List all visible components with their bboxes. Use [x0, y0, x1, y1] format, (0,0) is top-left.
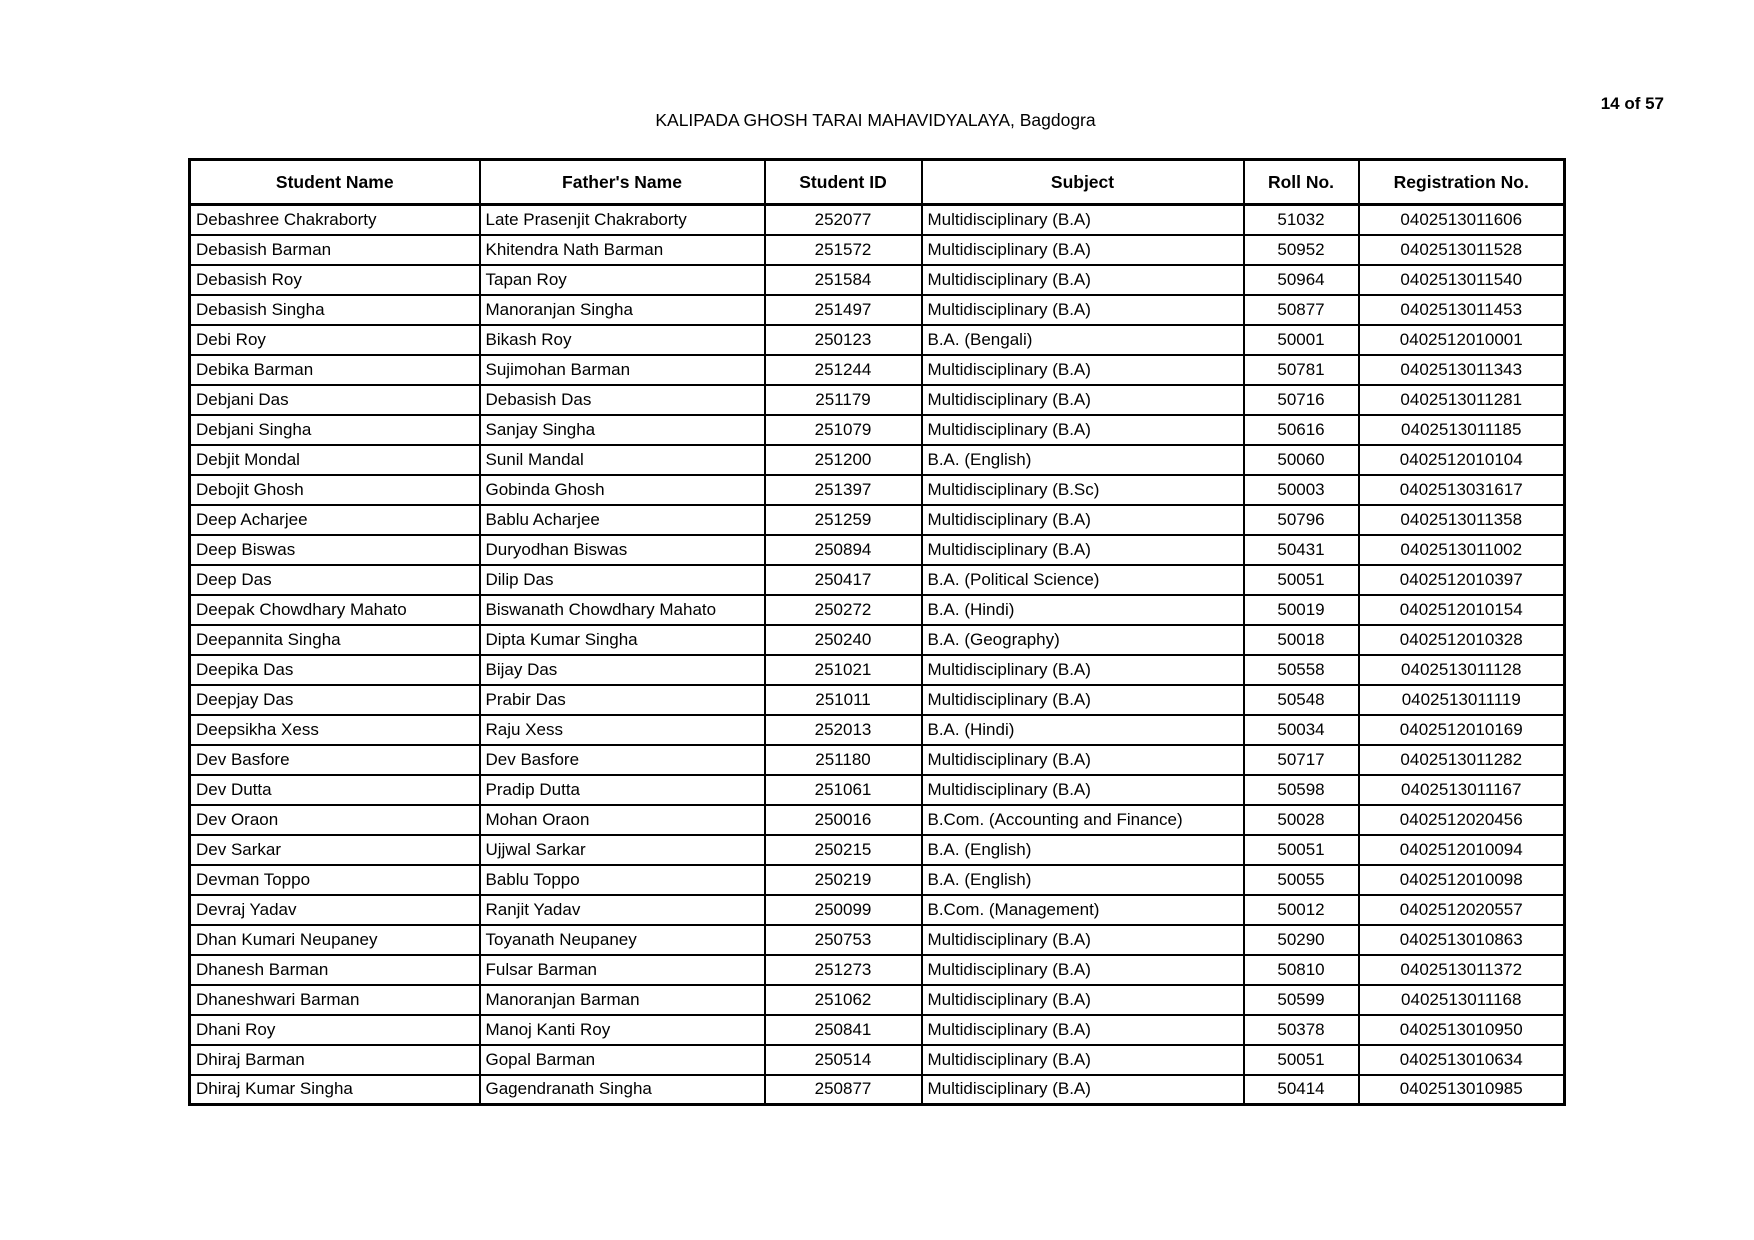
cell-father-name: Sujimohan Barman	[480, 355, 765, 385]
table-row	[190, 1015, 1565, 1045]
cell-roll-no: 50034	[1244, 715, 1359, 745]
cell-subject: Multidisciplinary (B.A)	[922, 745, 1244, 775]
column-header-roll-no: Roll No.	[1244, 160, 1359, 205]
table-row	[190, 475, 1565, 505]
cell-subject: Multidisciplinary (B.A)	[922, 295, 1244, 325]
cell-father-name: Ranjit Yadav	[480, 895, 765, 925]
cell-roll-no: 50877	[1244, 295, 1359, 325]
cell-father-name: Pradip Dutta	[480, 775, 765, 805]
cell-roll-no: 50716	[1244, 385, 1359, 415]
column-header-student-id: Student ID	[765, 160, 922, 205]
cell-subject: Multidisciplinary (B.A)	[922, 1075, 1244, 1105]
table-row	[190, 235, 1565, 265]
cell-student-name: Debasish Barman	[190, 235, 480, 265]
table-header	[190, 160, 1565, 205]
table-row	[190, 355, 1565, 385]
cell-student-id: 250099	[765, 895, 922, 925]
cell-student-name: Dev Oraon	[190, 805, 480, 835]
cell-student-name: Deep Biswas	[190, 535, 480, 565]
cell-registration-no: 0402513010863	[1359, 925, 1565, 955]
cell-student-name: Debi Roy	[190, 325, 480, 355]
cell-student-id: 251200	[765, 445, 922, 475]
table-header-row	[190, 160, 1565, 205]
cell-student-name: Debasish Roy	[190, 265, 480, 295]
table-row	[190, 745, 1565, 775]
table-body	[190, 205, 1565, 1105]
cell-subject: Multidisciplinary (B.A)	[922, 265, 1244, 295]
cell-roll-no: 50781	[1244, 355, 1359, 385]
cell-father-name: Bijay Das	[480, 655, 765, 685]
table-row	[190, 445, 1565, 475]
cell-student-name: Deep Das	[190, 565, 480, 595]
cell-student-id: 251497	[765, 295, 922, 325]
cell-subject: Multidisciplinary (B.A)	[922, 655, 1244, 685]
cell-student-name: Debasish Singha	[190, 295, 480, 325]
table-row	[190, 895, 1565, 925]
table-row	[190, 655, 1565, 685]
cell-student-name: Debjit Mondal	[190, 445, 480, 475]
cell-father-name: Late Prasenjit Chakraborty	[480, 205, 765, 235]
cell-roll-no: 50051	[1244, 565, 1359, 595]
cell-registration-no: 0402512010098	[1359, 865, 1565, 895]
page-title: KALIPADA GHOSH TARAI MAHAVIDYALAYA, Bagdogra	[655, 110, 1096, 130]
cell-student-id: 252013	[765, 715, 922, 745]
cell-roll-no: 50414	[1244, 1075, 1359, 1105]
cell-student-id: 250272	[765, 595, 922, 625]
cell-student-id: 251021	[765, 655, 922, 685]
cell-student-id: 250215	[765, 835, 922, 865]
cell-roll-no: 51032	[1244, 205, 1359, 235]
cell-father-name: Gopal Barman	[480, 1045, 765, 1075]
cell-student-id: 250753	[765, 925, 922, 955]
cell-father-name: Prabir Das	[480, 685, 765, 715]
cell-student-name: Debojit Ghosh	[190, 475, 480, 505]
cell-subject: Multidisciplinary (B.Sc)	[922, 475, 1244, 505]
cell-subject: B.A. (English)	[922, 445, 1244, 475]
cell-registration-no: 0402513010950	[1359, 1015, 1565, 1045]
cell-registration-no: 0402513010985	[1359, 1075, 1565, 1105]
table-row	[190, 835, 1565, 865]
table-row	[190, 1045, 1565, 1075]
cell-father-name: Khitendra Nath Barman	[480, 235, 765, 265]
cell-father-name: Sunil Mandal	[480, 445, 765, 475]
table-row	[190, 535, 1565, 565]
table-row	[190, 775, 1565, 805]
cell-student-name: Dev Dutta	[190, 775, 480, 805]
cell-subject: B.Com. (Management)	[922, 895, 1244, 925]
cell-student-name: Debjani Das	[190, 385, 480, 415]
cell-student-name: Dhani Roy	[190, 1015, 480, 1045]
cell-student-name: Deep Acharjee	[190, 505, 480, 535]
cell-registration-no: 0402512010154	[1359, 595, 1565, 625]
table-row	[190, 685, 1565, 715]
cell-student-name: Debjani Singha	[190, 415, 480, 445]
cell-student-id: 251397	[765, 475, 922, 505]
cell-registration-no: 0402512010094	[1359, 835, 1565, 865]
cell-father-name: Biswanath Chowdhary Mahato	[480, 595, 765, 625]
cell-registration-no: 0402512010397	[1359, 565, 1565, 595]
cell-student-id: 251259	[765, 505, 922, 535]
cell-subject: Multidisciplinary (B.A)	[922, 205, 1244, 235]
cell-student-id: 250877	[765, 1075, 922, 1105]
cell-student-id: 250016	[765, 805, 922, 835]
cell-father-name: Fulsar Barman	[480, 955, 765, 985]
cell-subject: Multidisciplinary (B.A)	[922, 685, 1244, 715]
cell-roll-no: 50019	[1244, 595, 1359, 625]
cell-student-name: Deepsikha Xess	[190, 715, 480, 745]
cell-student-name: Debashree Chakraborty	[190, 205, 480, 235]
cell-father-name: Manoranjan Barman	[480, 985, 765, 1015]
cell-student-id: 251180	[765, 745, 922, 775]
cell-student-name: Deepannita Singha	[190, 625, 480, 655]
cell-father-name: Bikash Roy	[480, 325, 765, 355]
cell-roll-no: 50952	[1244, 235, 1359, 265]
cell-registration-no: 0402513011128	[1359, 655, 1565, 685]
cell-roll-no: 50810	[1244, 955, 1359, 985]
cell-father-name: Tapan Roy	[480, 265, 765, 295]
cell-subject: B.A. (Geography)	[922, 625, 1244, 655]
cell-subject: B.A. (Hindi)	[922, 595, 1244, 625]
cell-student-id: 251079	[765, 415, 922, 445]
table-row	[190, 205, 1565, 235]
cell-registration-no: 0402513011281	[1359, 385, 1565, 415]
cell-subject: Multidisciplinary (B.A)	[922, 1015, 1244, 1045]
table-row	[190, 265, 1565, 295]
cell-subject: B.A. (Political Science)	[922, 565, 1244, 595]
cell-subject: Multidisciplinary (B.A)	[922, 955, 1244, 985]
cell-roll-no: 50051	[1244, 1045, 1359, 1075]
cell-roll-no: 50028	[1244, 805, 1359, 835]
cell-registration-no: 0402513011002	[1359, 535, 1565, 565]
cell-roll-no: 50051	[1244, 835, 1359, 865]
cell-registration-no: 0402513031617	[1359, 475, 1565, 505]
cell-roll-no: 50012	[1244, 895, 1359, 925]
cell-student-id: 251273	[765, 955, 922, 985]
cell-roll-no: 50003	[1244, 475, 1359, 505]
cell-father-name: Bablu Acharjee	[480, 505, 765, 535]
cell-student-id: 251244	[765, 355, 922, 385]
table-row	[190, 955, 1565, 985]
cell-roll-no: 50796	[1244, 505, 1359, 535]
table-row	[190, 715, 1565, 745]
cell-student-name: Deepika Das	[190, 655, 480, 685]
cell-registration-no: 0402513011185	[1359, 415, 1565, 445]
table-row	[190, 925, 1565, 955]
cell-roll-no: 50378	[1244, 1015, 1359, 1045]
cell-student-name: Dhanesh Barman	[190, 955, 480, 985]
cell-student-id: 251584	[765, 265, 922, 295]
cell-subject: Multidisciplinary (B.A)	[922, 1045, 1244, 1075]
cell-registration-no: 0402513011372	[1359, 955, 1565, 985]
cell-registration-no: 0402512020557	[1359, 895, 1565, 925]
cell-father-name: Gagendranath Singha	[480, 1075, 765, 1105]
cell-student-name: Devman Toppo	[190, 865, 480, 895]
page-number: 14 of 57	[1600, 94, 1664, 113]
table-row	[190, 595, 1565, 625]
cell-father-name: Dilip Das	[480, 565, 765, 595]
cell-student-name: Dev Basfore	[190, 745, 480, 775]
cell-father-name: Dipta Kumar Singha	[480, 625, 765, 655]
cell-roll-no: 50290	[1244, 925, 1359, 955]
table-row	[190, 385, 1565, 415]
cell-student-id: 250514	[765, 1045, 922, 1075]
cell-roll-no: 50964	[1244, 265, 1359, 295]
cell-father-name: Dev Basfore	[480, 745, 765, 775]
cell-father-name: Manoranjan Singha	[480, 295, 765, 325]
cell-father-name: Gobinda Ghosh	[480, 475, 765, 505]
cell-father-name: Debasish Das	[480, 385, 765, 415]
cell-father-name: Sanjay Singha	[480, 415, 765, 445]
cell-father-name: Bablu Toppo	[480, 865, 765, 895]
column-header-father-name: Father's Name	[480, 160, 765, 205]
column-header-subject: Subject	[922, 160, 1244, 205]
cell-student-id: 250240	[765, 625, 922, 655]
cell-registration-no: 0402512010104	[1359, 445, 1565, 475]
cell-father-name: Raju Xess	[480, 715, 765, 745]
cell-roll-no: 50055	[1244, 865, 1359, 895]
column-header-student-name: Student Name	[190, 160, 480, 205]
table-row	[190, 625, 1565, 655]
cell-student-name: Deepjay Das	[190, 685, 480, 715]
cell-registration-no: 0402512010328	[1359, 625, 1565, 655]
cell-subject: B.A. (English)	[922, 835, 1244, 865]
cell-registration-no: 0402513011168	[1359, 985, 1565, 1015]
cell-subject: B.A. (Hindi)	[922, 715, 1244, 745]
cell-roll-no: 50060	[1244, 445, 1359, 475]
cell-subject: Multidisciplinary (B.A)	[922, 535, 1244, 565]
cell-father-name: Ujjwal Sarkar	[480, 835, 765, 865]
cell-roll-no: 50717	[1244, 745, 1359, 775]
cell-student-id: 252077	[765, 205, 922, 235]
cell-roll-no: 50598	[1244, 775, 1359, 805]
table-row	[190, 325, 1565, 355]
cell-subject: Multidisciplinary (B.A)	[922, 355, 1244, 385]
cell-father-name: Manoj Kanti Roy	[480, 1015, 765, 1045]
cell-student-id: 251572	[765, 235, 922, 265]
table-row	[190, 565, 1565, 595]
column-header-registration-no: Registration No.	[1359, 160, 1565, 205]
cell-roll-no: 50558	[1244, 655, 1359, 685]
cell-student-id: 250894	[765, 535, 922, 565]
cell-subject: B.A. (Bengali)	[922, 325, 1244, 355]
table-row	[190, 505, 1565, 535]
cell-subject: Multidisciplinary (B.A)	[922, 985, 1244, 1015]
cell-registration-no: 0402513011606	[1359, 205, 1565, 235]
cell-registration-no: 0402513011343	[1359, 355, 1565, 385]
cell-student-name: Dev Sarkar	[190, 835, 480, 865]
cell-student-name: Debika Barman	[190, 355, 480, 385]
cell-subject: B.Com. (Accounting and Finance)	[922, 805, 1244, 835]
cell-student-id: 251011	[765, 685, 922, 715]
cell-student-id: 251179	[765, 385, 922, 415]
cell-father-name: Duryodhan Biswas	[480, 535, 765, 565]
cell-registration-no: 0402512020456	[1359, 805, 1565, 835]
cell-father-name: Toyanath Neupaney	[480, 925, 765, 955]
cell-student-id: 251062	[765, 985, 922, 1015]
cell-student-name: Devraj Yadav	[190, 895, 480, 925]
cell-father-name: Mohan Oraon	[480, 805, 765, 835]
cell-subject: Multidisciplinary (B.A)	[922, 385, 1244, 415]
table-row	[190, 865, 1565, 895]
table-row	[190, 985, 1565, 1015]
cell-student-id: 251061	[765, 775, 922, 805]
cell-registration-no: 0402512010169	[1359, 715, 1565, 745]
table-row	[190, 415, 1565, 445]
cell-student-id: 250417	[765, 565, 922, 595]
cell-roll-no: 50018	[1244, 625, 1359, 655]
cell-registration-no: 0402513011528	[1359, 235, 1565, 265]
cell-roll-no: 50599	[1244, 985, 1359, 1015]
cell-registration-no: 0402513011282	[1359, 745, 1565, 775]
cell-student-id: 250123	[765, 325, 922, 355]
cell-subject: B.A. (English)	[922, 865, 1244, 895]
cell-roll-no: 50616	[1244, 415, 1359, 445]
students-table	[188, 158, 1566, 1106]
cell-student-name: Dhiraj Barman	[190, 1045, 480, 1075]
cell-student-id: 250841	[765, 1015, 922, 1045]
cell-subject: Multidisciplinary (B.A)	[922, 505, 1244, 535]
cell-subject: Multidisciplinary (B.A)	[922, 775, 1244, 805]
cell-subject: Multidisciplinary (B.A)	[922, 235, 1244, 265]
cell-student-name: Dhaneshwari Barman	[190, 985, 480, 1015]
cell-registration-no: 0402513011358	[1359, 505, 1565, 535]
cell-roll-no: 50001	[1244, 325, 1359, 355]
cell-student-name: Dhan Kumari Neupaney	[190, 925, 480, 955]
table-row	[190, 295, 1565, 325]
cell-registration-no: 0402513011167	[1359, 775, 1565, 805]
table-row	[190, 805, 1565, 835]
cell-student-name: Dhiraj Kumar Singha	[190, 1075, 480, 1105]
cell-student-id: 250219	[765, 865, 922, 895]
cell-subject: Multidisciplinary (B.A)	[922, 415, 1244, 445]
cell-registration-no: 0402513011540	[1359, 265, 1565, 295]
cell-registration-no: 0402513011119	[1359, 685, 1565, 715]
cell-roll-no: 50548	[1244, 685, 1359, 715]
cell-subject: Multidisciplinary (B.A)	[922, 925, 1244, 955]
table-row	[190, 1075, 1565, 1105]
cell-registration-no: 0402513010634	[1359, 1045, 1565, 1075]
cell-student-name: Deepak Chowdhary Mahato	[190, 595, 480, 625]
cell-registration-no: 0402513011453	[1359, 295, 1565, 325]
cell-roll-no: 50431	[1244, 535, 1359, 565]
cell-registration-no: 0402512010001	[1359, 325, 1565, 355]
